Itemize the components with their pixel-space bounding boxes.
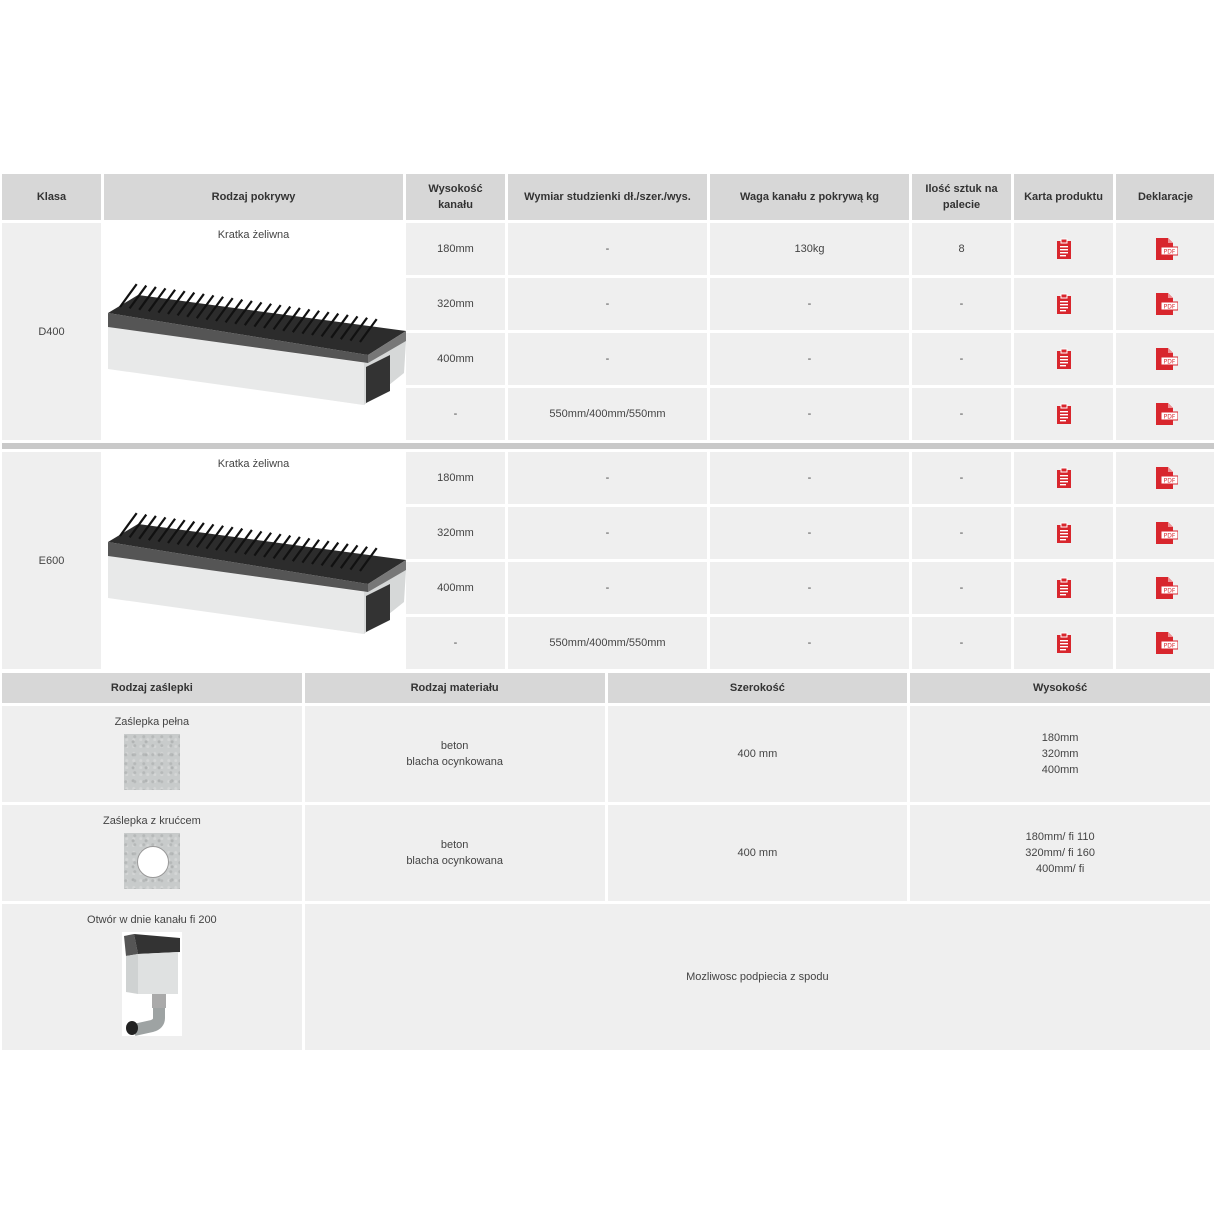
cap-width: 400 mm: [608, 805, 908, 901]
material-line: blacha ocynkowana: [406, 855, 503, 867]
svg-text:PDF: PDF: [1163, 642, 1175, 650]
product-card-link[interactable]: [1014, 388, 1113, 440]
height-cell: 320mm: [406, 507, 505, 559]
product-card-link[interactable]: [1014, 333, 1113, 385]
pallet-qty-cell: -: [912, 617, 1011, 669]
pallet-qty-cell: -: [912, 278, 1011, 330]
bottom-outlet-image: [122, 932, 182, 1036]
table-row: [2, 452, 1214, 504]
height-cell: 400mm: [406, 333, 505, 385]
header-szerokosc: Szerokość: [608, 673, 908, 703]
product-table: [0, 171, 1214, 672]
clipboard-icon: [1056, 632, 1072, 654]
pdf-icon: [1154, 522, 1178, 544]
clipboard-icon: [1056, 238, 1072, 260]
height-line: 400mm: [1041, 764, 1079, 776]
dimension-cell: -: [508, 278, 707, 330]
table-row: [2, 223, 1214, 275]
height-line: 320mm/ fi 160: [1025, 847, 1095, 859]
table-row: [2, 904, 1210, 1050]
height-cell: 400mm: [406, 562, 505, 614]
clipboard-icon: [1056, 293, 1072, 315]
group-separator: [2, 443, 1214, 449]
header-waga: Waga kanału z pokrywą kg: [710, 174, 909, 220]
dimension-cell: -: [508, 333, 707, 385]
header-rodzaj-zaslepki: Rodzaj zaślepki: [2, 673, 302, 703]
dimension-cell: -: [508, 452, 707, 504]
header-deklaracje: Deklaracje: [1116, 174, 1214, 220]
table-header-row: [2, 174, 1214, 220]
header-ilosc: Ilość sztuk na palecie: [912, 174, 1011, 220]
pallet-qty-cell: -: [912, 388, 1011, 440]
weight-cell: -: [710, 452, 909, 504]
product-card-link[interactable]: [1014, 452, 1113, 504]
declaration-link[interactable]: [1116, 452, 1214, 504]
pallet-qty-cell: -: [912, 562, 1011, 614]
declaration-link[interactable]: [1116, 223, 1214, 275]
weight-cell: -: [710, 333, 909, 385]
cover-label: Kratka żeliwna: [217, 458, 290, 470]
clipboard-icon: [1056, 403, 1072, 425]
pdf-icon: [1154, 238, 1178, 260]
header-wysokosc-caps: Wysokość: [910, 673, 1210, 703]
weight-cell: 130kg: [710, 223, 909, 275]
table-row: [2, 805, 1210, 901]
caps-header-row: [2, 673, 1210, 703]
weight-cell: -: [710, 278, 909, 330]
height-line: 180mm: [1041, 732, 1079, 744]
pallet-qty-cell: 8: [912, 223, 1011, 275]
declaration-link[interactable]: [1116, 507, 1214, 559]
declaration-link[interactable]: [1116, 388, 1214, 440]
declaration-link[interactable]: [1116, 617, 1214, 669]
clipboard-icon: [1056, 467, 1072, 489]
svg-text:PDF: PDF: [1163, 477, 1175, 485]
pallet-qty-cell: -: [912, 333, 1011, 385]
pdf-icon: [1154, 348, 1178, 370]
clipboard-icon: [1056, 522, 1072, 544]
pallet-qty-cell: -: [912, 452, 1011, 504]
pdf-icon: [1154, 632, 1178, 654]
cap-width: 400 mm: [608, 706, 908, 802]
header-wysokosc: Wysokość kanału: [406, 174, 505, 220]
material-line: blacha ocynkowana: [406, 756, 503, 768]
pallet-qty-cell: -: [912, 507, 1011, 559]
svg-text:PDF: PDF: [1163, 303, 1175, 311]
weight-cell: -: [710, 562, 909, 614]
dimension-cell: -: [508, 562, 707, 614]
cover-cell: [104, 452, 403, 669]
material-line: beton: [440, 839, 469, 851]
pdf-icon: [1154, 403, 1178, 425]
product-card-link[interactable]: [1014, 223, 1113, 275]
dimension-cell: -: [508, 223, 707, 275]
product-card-link[interactable]: [1014, 278, 1113, 330]
height-cell: 180mm: [406, 452, 505, 504]
table-row: [2, 706, 1210, 802]
product-card-link[interactable]: [1014, 617, 1113, 669]
drain-channel-image: [108, 474, 408, 634]
svg-text:PDF: PDF: [1163, 532, 1175, 540]
klasa-cell: D400: [2, 223, 101, 440]
dimension-cell: 550mm/400mm/550mm: [508, 388, 707, 440]
cover-cell: [104, 223, 403, 440]
declaration-link[interactable]: [1116, 562, 1214, 614]
svg-text:PDF: PDF: [1163, 587, 1175, 595]
height-cell: -: [406, 617, 505, 669]
dimension-cell: -: [508, 507, 707, 559]
cap-name: Zaślepka z krućcem: [102, 815, 201, 827]
header-klasa: Klasa: [2, 174, 101, 220]
weight-cell: -: [710, 617, 909, 669]
height-line: 320mm: [1041, 748, 1079, 760]
header-karta-produktu: Karta produktu: [1014, 174, 1113, 220]
height-line: 400mm/ fi: [1035, 863, 1085, 875]
product-card-link[interactable]: [1014, 507, 1113, 559]
declaration-link[interactable]: [1116, 333, 1214, 385]
pdf-icon: [1154, 293, 1178, 315]
weight-cell: -: [710, 388, 909, 440]
clipboard-icon: [1056, 348, 1072, 370]
height-cell: 180mm: [406, 223, 505, 275]
pdf-icon: [1154, 467, 1178, 489]
bottom-outlet-note: Mozliwosc podpiecia z spodu: [305, 904, 1210, 1050]
declaration-link[interactable]: [1116, 278, 1214, 330]
clipboard-icon: [1056, 577, 1072, 599]
cap-name: Otwór w dnie kanału fi 200: [87, 914, 217, 926]
cap-name: Zaślepka pełna: [114, 716, 190, 728]
header-rodzaj-materialu: Rodzaj materiału: [305, 673, 605, 703]
cover-label: Kratka żeliwna: [217, 229, 290, 241]
klasa-cell: E600: [2, 452, 101, 669]
header-rodzaj-pokrywy: Rodzaj pokrywy: [104, 174, 403, 220]
cap-with-stub-image: [124, 833, 180, 889]
svg-text:PDF: PDF: [1163, 358, 1175, 366]
height-cell: -: [406, 388, 505, 440]
dimension-cell: 550mm/400mm/550mm: [508, 617, 707, 669]
cap-full-image: [124, 734, 180, 790]
material-line: beton: [440, 740, 469, 752]
weight-cell: -: [710, 507, 909, 559]
svg-text:PDF: PDF: [1163, 248, 1175, 256]
svg-text:PDF: PDF: [1163, 413, 1175, 421]
header-wymiar: Wymiar studzienki dł./szer./wys.: [508, 174, 707, 220]
pdf-icon: [1154, 577, 1178, 599]
height-cell: 320mm: [406, 278, 505, 330]
caps-table: [0, 670, 1213, 1053]
drain-channel-image: [108, 245, 408, 405]
height-line: 180mm/ fi 110: [1025, 831, 1095, 843]
product-card-link[interactable]: [1014, 562, 1113, 614]
